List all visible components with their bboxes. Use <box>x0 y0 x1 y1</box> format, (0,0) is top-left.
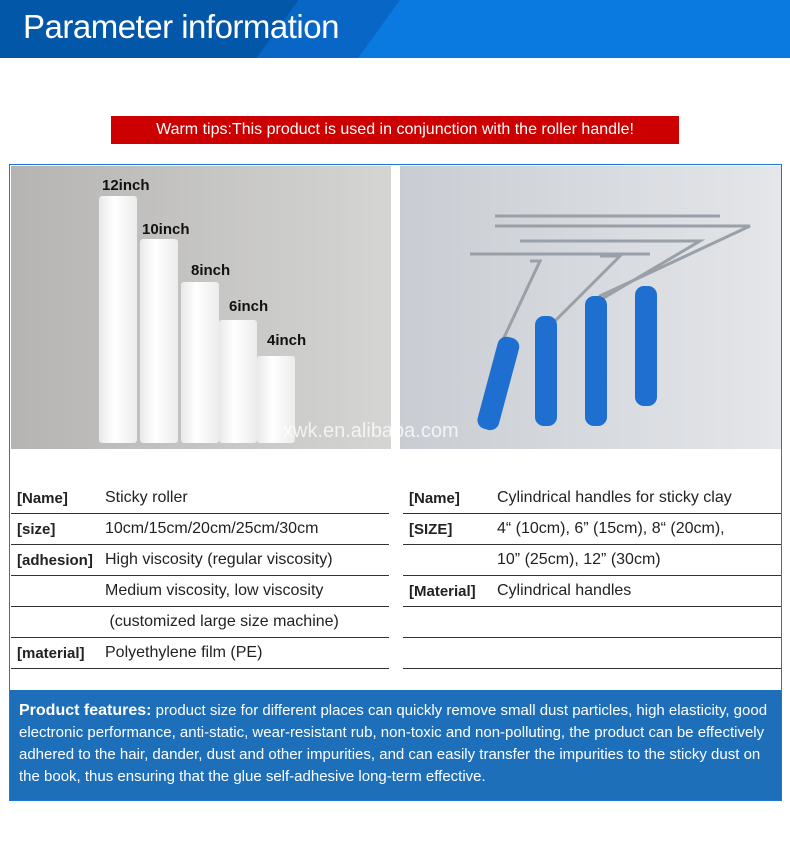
features-label: Product features: <box>19 702 152 719</box>
spec-value: Cylindrical handles for sticky clay <box>497 489 732 506</box>
table-row <box>11 545 389 576</box>
sticky-roller-photo <box>11 166 391 449</box>
spec-value: 10” (25cm), 12” (30cm) <box>497 551 661 568</box>
roller-handles-illustration <box>400 166 781 449</box>
header-banner <box>0 0 790 58</box>
handle-spec-table <box>403 483 781 669</box>
table-row <box>403 545 781 576</box>
spec-key: [SIZE] <box>409 520 453 538</box>
watermark: xwk.en.alibaba.com <box>283 420 459 442</box>
table-row <box>403 514 781 545</box>
table-row <box>11 483 389 514</box>
roller-8inch <box>181 282 219 443</box>
spec-value: Cylindrical handles <box>497 582 632 599</box>
table-row <box>403 607 781 638</box>
spec-value: Medium viscosity, low viscosity <box>105 582 324 599</box>
spec-key: [material] <box>17 644 85 662</box>
page-title: Parameter information <box>23 8 339 45</box>
spec-key: [Name] <box>17 489 68 507</box>
table-row <box>11 638 389 669</box>
sticky-roller-spec-table <box>11 483 389 669</box>
spec-key: [size] <box>17 520 56 538</box>
spec-key: [Material] <box>409 582 476 600</box>
size-label: 8inch <box>191 262 231 279</box>
spec-key: [Name] <box>409 489 460 507</box>
size-label: 10inch <box>142 221 190 238</box>
spec-value: 10cm/15cm/20cm/25cm/30cm <box>105 520 319 537</box>
table-row <box>403 483 781 514</box>
warm-tip-banner: Warm tips:This product is used in conjunction with the roller handle! <box>111 116 679 144</box>
table-row <box>11 514 389 545</box>
size-label: 4inch <box>267 332 307 349</box>
spec-key: [adhesion] <box>17 551 93 569</box>
features-text: product size for different places can quickly remove small dust particles, high elasticity, good electronic performance, anti-static, wear-resistant rub, non-toxic and non-polluting, the product can be effectively adhered to the hair, dander, dust and other impurities, and can easily transfer the impurities to the sticky dust on the book, thus ensuring that the glue self-adhesive long-term effective. <box>19 702 768 785</box>
roller-6inch <box>219 320 257 443</box>
spec-value: 4“ (10cm), 6” (15cm), 8“ (20cm), <box>497 520 725 537</box>
roller-handle-photo <box>400 166 781 449</box>
roller-12inch <box>99 196 137 443</box>
table-row <box>11 576 389 607</box>
table-row <box>403 576 781 607</box>
spec-value: Sticky roller <box>105 489 188 506</box>
spec-value: High viscosity (regular viscosity) <box>105 551 333 568</box>
product-features <box>10 690 781 800</box>
table-row <box>11 607 389 638</box>
spec-value: (customized large size machine) <box>105 613 339 630</box>
roller-10inch <box>140 239 178 443</box>
size-label: 6inch <box>229 298 269 315</box>
spec-value: Polyethylene film (PE) <box>105 644 263 661</box>
parameter-panel <box>9 164 782 801</box>
table-row <box>403 638 781 669</box>
size-label: 12inch <box>102 177 150 194</box>
